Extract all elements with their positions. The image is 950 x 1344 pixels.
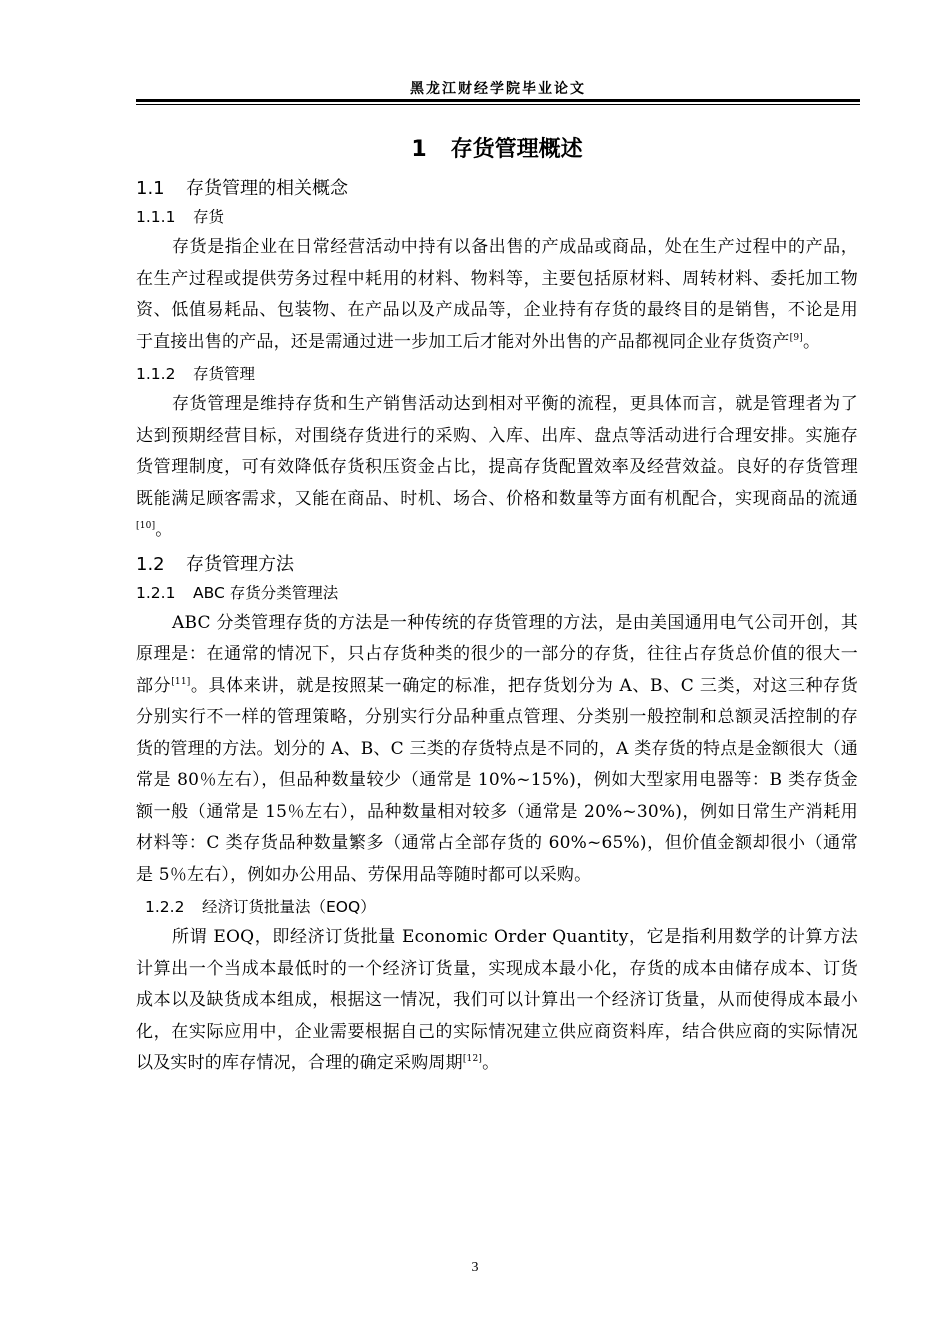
subsection-number: 1.2.2 [145,898,185,916]
subsection-title: 经济订货批量法（EOQ） [202,898,376,916]
paragraph-eoq-method [136,922,858,1080]
paragraph-tail: 。 [155,520,173,540]
running-header: 黑龙江财经学院毕业论文 [410,81,586,97]
paragraph-tail: 。 [482,1053,500,1073]
section-title: 存货管理方法 [186,553,294,575]
chapter-title [136,128,858,172]
paragraph-text: 存货是指企业在日常经营活动中持有以备出售的产成品或商品，处在生产过程中的产品，在生产过程或提供劳务过程中耗用的材料、物料等，主要包括原材料、周转材料、委托加工物资、低值易耗品、包装物、在产品以及产成品等，企业持有存货的最终目的是销售，不论是用于直接出售的产品，还是需通过进一步加工后才能对外出售的产品都视同企业存货资产 [136,237,858,352]
section-title: 存货管理的相关概念 [186,178,348,199]
subsection-title: 存货 [193,208,225,226]
citation: [12] [462,1054,483,1064]
header-rule-thin [136,104,860,105]
paragraph-tail: 。 [802,331,821,352]
paragraph-text-continued: 。具体来讲，就是按照某一确定的标准，把存货划分为 A、B、C 三类，对这三种存货分别实行不一样的管理策略，分别实行分品种重点管理、分类别一般控制和总额灵活控制的存货的管理的方法。划分的 A、B、C 三类的存货特点是不同的，A 类存货的特点是金额很大（通常是 80％左右），但品种数量较少（通常是 10%~15%)，例如大型家用电器等：B 类存货金额一般（通常是 15％左右），品种数量相对较多（通常是 20%~30%)，例如日常生产消耗用材料等：C 类存货品种数量繁多（通常占全部存货的 60%~65%)，但价值金额却很小（通常是 5％左右），例如办公用品、劳保用品等随时都可以采购。 [136,675,858,885]
paragraph-text: ABC 分类管理存货的方法是一种传统的存货管理的方法，是由美国通用电气公司开创，其原理是：在通常的情况下，只占存货种类的很少的一部分的存货，往往占存货总价值的很大一部分 [136,612,858,696]
paragraph-abc-method [136,608,858,892]
subsection-number: 1.2.1 [136,583,176,602]
chapter-number: 1 [411,137,427,162]
paragraph-text: 存货管理是维持存货和生产销售活动达到相对平衡的流程，更具体而言，就是管理者为了达到预期经营目标，对围绕存货进行的采购、入库、出库、盘点等活动进行合理安排。实施存货管理制度，可有效降低存货积压资金占比，提高存货配置效率及经营效益。良好的存货管理既能满足顾客需求，又能在商品、时机、场合、价格和数量等方面有机配合，实现商品的流通 [136,394,858,509]
citation: [11] [171,676,191,687]
citation: [9] [789,332,803,343]
citation: [10] [136,521,156,531]
paragraph-text: 所谓 EOQ，即经济订货批量 Economic Order Quantity，它是指利用数学的计算方法计算出一个当成本最低时的一个经济订货量，实现成本最小化，存货的成本由储存成本、订货成本以及缺货成本组成，根据这一情况，我们可以计算出一个经济订货量，从而使得成本最小化，在实际应用中，企业需要根据自己的实际情况建立供应商资料库，结合供应商的实际情况以及实时的库存情况，合理的确定采购周期 [136,927,858,1073]
section-heading-1-1 [136,174,858,204]
page-body [136,128,858,1083]
paragraph-inventory-definition [136,232,858,358]
section-number: 1.1 [136,178,165,199]
paragraph-inventory-management [136,389,858,547]
subsection-number: 1.1.1 [136,208,176,226]
subsection-heading-1-1-2 [136,361,858,387]
subsection-number: 1.1.2 [136,365,176,383]
header-rule-thick [136,99,860,102]
chapter-title-text: 存货管理概述 [450,137,583,162]
subsection-heading-1-1-1 [136,204,858,230]
section-number: 1.2 [136,553,165,575]
page-number: 3 [471,1260,479,1275]
subsection-heading-1-2-1 [136,580,858,606]
subsection-title: ABC 存货分类管理法 [193,583,339,602]
subsection-title: 存货管理 [193,365,256,383]
section-heading-1-2 [136,550,858,580]
subsection-heading-1-2-2 [136,894,858,920]
